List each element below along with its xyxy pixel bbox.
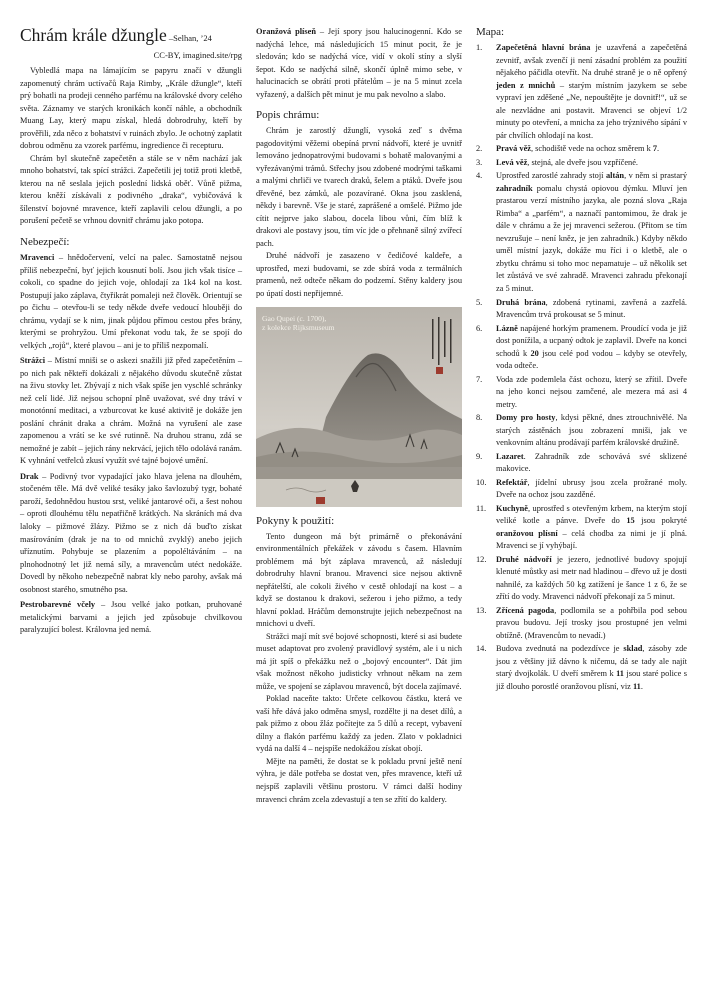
map-legend-run: , v něm si prastarý xyxy=(624,171,687,181)
map-legend-run: – starým místním jazykem se sebe vypraví jen zděšené „Ne, nepouštějte je dovnitř!“, už se ale nezvládne ani postavit. Mravenci se objeví 1/2 minuty po otevření, a mnicha za jeho trýznivého sípání v pár chvílích ohlodají na kost. xyxy=(496,80,687,140)
map-legend-run: Uprostřed zarostlé zahrady stojí xyxy=(496,171,606,181)
map-legend-text xyxy=(496,451,687,476)
danger-ants xyxy=(20,252,242,352)
map-legend-number: 1. xyxy=(476,43,483,53)
map-legend-text xyxy=(496,157,687,170)
instructions-paragraph: Tento dungeon má být primárně o překonávání environmentálních překážek v závodu s časem. Hlavním problémem má být záplava mravenců, až následují dobrodruhy hlavní branou. Mravenci sice nejsou aktivně nepřátelští, ale cokoli živého v cestě ohlodají na kost – a když se dostanou k drakovi, sežerou i jeho pižmo, a tedy hlavní poklad. Hráčům demonstrujte jejich nebezpečnost na mnichovi u dveří. xyxy=(256,531,462,629)
instructions-paragraph: Mějte na paměti, že dostat se k pokladu první ještě není výhra, je dále potřeba se dostat ven, přes mravence, kteří už nejspíš zaplavili většinu prostoru. V rámci další hodiny mravenci chrám zcela zdevastují a ten se zřítí do kaldery. xyxy=(256,756,462,804)
danger-text: – Jsou velké jako potkan, pruhované metalickými barvami a jejich jed způsobuje chvilkovou paralyzující bolest. Královna jed nemá. xyxy=(20,600,242,635)
map-location-name: 11 xyxy=(616,669,624,679)
map-legend-run: . xyxy=(657,144,660,154)
map-location-name: Lázně xyxy=(496,323,518,333)
map-legend-run: jsou staré police s již dlouho porostlé oranžovou plísní, viz xyxy=(496,669,687,691)
map-legend-run: , schodiště vede na ochoz směrem k xyxy=(530,144,653,154)
instructions-paragraph: Poklad naceňte takto: Určete celkovou částku, která ve vaší hře dává jako odměna smysl, rozdělte ji na deset dílů, a pak pižmo z obou žláz počítejte za 5 dílů a recept, vybavení dílny a flakón parfému každý za jeden. Zlato v pokladnici vydá na další 4 – nejspíše nedokážou získat obojí. xyxy=(256,694,462,754)
map-legend-run: , stejná, ale dveře jsou vzpříčené. xyxy=(527,157,639,167)
map-location-name: sklad xyxy=(623,644,643,654)
map-legend-text xyxy=(496,554,687,604)
map-location-name: Refektář xyxy=(496,477,528,487)
map-legend-run: , uprostřed s otevřeným krbem, na kterým stojí veliké kotle a pánve. Dveře do xyxy=(496,503,687,526)
map-legend-item xyxy=(476,477,687,502)
instructions-paragraph: Strážci mají mít své bojové schopnosti, které si asi budete muset adaptovat pro zvolený pravidlový systém, ale i u nich má jít spíš o překážku než o „bojový encounter“. Dát jim však možnost někoho judisticky vrhnout někam na zem může, ve spojení se záplavou mravenců, být docela zajímavé. xyxy=(256,631,462,691)
map-legend-item xyxy=(476,170,687,295)
map-legend-item xyxy=(476,605,687,643)
map-location-name: zahradník xyxy=(496,183,533,193)
map-location-name: Kuchyně xyxy=(496,503,528,513)
map-legend-run: , zdobená rytinami, zavřená a zazřelá. Mravencům trvá prokousat se 5 minut. xyxy=(496,297,687,320)
credit-line: CC-BY, imagined.site/rpg xyxy=(153,49,242,60)
map-legend-item xyxy=(476,451,687,476)
map-legend-item xyxy=(476,374,687,412)
map-legend-item xyxy=(476,42,687,142)
title-block xyxy=(20,26,242,61)
map-legend-text xyxy=(496,374,687,412)
temple-paragraph: Chrám je zarostlý džunglí, vysoká zeď s dvěma pagodovitými věžemi obepíná první nádvoří, které je uvnitř lemováno jednopatrovými budovami s bohatě malovanými a vyřezávanými trámů. Střechy jsou zdobené modrými taškami a malými chrliči ve tvarech draků, šelem a ptáků. Dveře jsou dřevěné, bez zámků, ale pozavírané. Okna jsou zasklená, někdy i barevně. Vše je staré, zaprášené a omšelé. Pižmo jde cítit nejprve jako slabou, docela libou vůni, čím blíž k drakovi ale postavy jsou, tím víc jde o přehnaně silný zvířecí pach. xyxy=(256,126,462,248)
map-legend-run: Budova zvednutá na podezdívce je xyxy=(496,644,624,654)
map-legend-list xyxy=(476,42,687,693)
map-legend-item xyxy=(476,297,687,322)
map-legend-item xyxy=(476,157,687,170)
danger-text: – Místní mniši se o askezi snažili již před zapečetěním – po nich pak někteří dokázali z nějakého důvodu skutečně zůstat na živu stovky let. Zbývají z nich však spíše jen vyschlé schránky než celí lidé. Již nejsou schopní plně uvažovat, své dny tráví v monotónní meditaci, a vzburcovat ke kusé aktivitě je dokáže jen poslání chránit draka a chrám. Možná na vyrušení ale zase zapomenou a vrátí se ke své rutinně. Na druhou stranu, zdá se nemožné je zabít – jejich rány nekrvácí, jejich tělo odolává ranám. K vyhnání vetřelců zkusí využít své tajné bojové umění. xyxy=(20,356,242,466)
danger-guardians xyxy=(20,355,242,468)
landscape-painting xyxy=(256,307,462,507)
author-line: –Selhan, ’24 xyxy=(166,33,212,43)
map-legend-run: Voda zde podemlela část ochozu, který se zřítil. Dveře na jeho konci nejsou zamčené, ale mezera má asi 4 metry. xyxy=(496,374,687,409)
map-legend-item xyxy=(476,554,687,604)
danger-bees xyxy=(20,599,242,637)
danger-dragon xyxy=(20,471,242,596)
danger-name: Drak xyxy=(20,471,39,481)
map-location-name: Lazaret xyxy=(496,451,524,461)
map-legend-run: , kdysi pěkné, dnes ztrouchnivělé. Na starých zástěnách jsou zobrazení mniši, jak ve venkovním altánu prodávají parfém královské družině. xyxy=(496,413,688,448)
instructions-heading: Pokyny k použití: xyxy=(256,514,335,527)
map-legend-text xyxy=(496,605,687,643)
dangers-heading: Nebezpečí: xyxy=(20,235,70,248)
map-legend-number: 3. xyxy=(476,157,483,167)
intro-paragraph: Vybledlá mapa na lámajícím se papyru značí v džungli zapomenutý chrám uctívačů Raja Rimby, „Krále džungle“, kteří prý bohatli na prodeji cenného parfému na královské dvory celého světa. Záznamy ve starých kronikách končí náhle, a obchodník Muang Lay, který mapu získal, hledá dobrodruhy, kteří by prověřili, zda něco z bohatství v ruinách zbylo. Je ochotný zaplatit dobrou odměnu za vzorek parfému, ingredience či recepturu. xyxy=(20,66,242,151)
map-legend-run: pomalu chystá opiovou dýmku. Mluví jen prastarou verzí místního jazyka, ale pozná slova „Raja Rimba“ a „parfém“, a naznačí pantomimou, že drak je dále v chrámu a že jej mravenci sežerou. (Přitom se tím nevzrušuje – není kněz, je jen zahradník.) Kdyby někdo uměl místní jazyk, dokáže mu říci i o kletbě, ale o zbytku chrámu si toho moc nepamatuje – už několik set let zůstává ve své zahradě. Mravenci zahradu překonají za 5 minut. xyxy=(496,183,687,293)
map-legend-run: – celá chodba za nimi je jí plná. Mravenci se jí vyhýbají. xyxy=(496,528,687,551)
map-legend-number: 5. xyxy=(476,297,483,307)
map-legend-run: je uzavřená a zapečetěná zevnitř, avšak zvenčí ji není zásadní problém za použití nějakého páčidla otevřít. Na druhé straně je o ně opřený xyxy=(496,43,688,78)
map-legend-text xyxy=(496,143,687,156)
map-legend-text xyxy=(496,643,687,693)
map-legend-number: 13. xyxy=(476,605,487,615)
map-location-name: 15 xyxy=(626,516,635,526)
map-legend-run: je jezero, jednotlivé budovy spojují klenuté můstky asi metr nad hladinou – dřevo už je dosti nahnilé, za každých 50 kg zatížení je šance 1 z 6, že se zřítí do vody. Mravenci nádvoří překonají za 5 minut. xyxy=(496,554,688,602)
map-legend-text xyxy=(496,170,687,295)
danger-mold xyxy=(256,26,462,101)
map-legend-run: . xyxy=(640,681,643,691)
map-legend-run: , zásoby zde jsou z většiny již dávno k ničemu, dá se tady ale najít starý dvojkolák. U dveří směrem k xyxy=(496,644,688,679)
map-location-name: Druhé nádvoří xyxy=(496,554,552,564)
map-legend-number: 10. xyxy=(476,477,487,487)
map-location-name: Zapečetěná hlavní brána xyxy=(496,43,591,53)
map-location-name: 7 xyxy=(652,144,658,154)
map-legend-item xyxy=(476,323,687,373)
map-legend-number: 14. xyxy=(476,644,487,654)
map-location-name: 11 xyxy=(632,681,641,691)
column-middle xyxy=(256,26,462,1000)
map-location-name: Zřícená pagoda xyxy=(496,605,555,615)
image-caption xyxy=(262,314,335,334)
map-location-name: Druhá brána xyxy=(496,297,546,307)
map-location-name: oranžovou plísní xyxy=(496,528,558,538)
map-legend-item xyxy=(476,643,687,693)
temple-paragraph: Druhé nádvoří je zasazeno v čedičové kaldeře, a uprostřed, mezi budovami, se zde sbírá voda z termálních pramenů, než odteče někam do podzemí. Stěny kaldery jsou po úpatí dosti nepřijemné. xyxy=(256,251,462,298)
map-legend-item xyxy=(476,503,687,553)
map-legend-text xyxy=(496,503,687,553)
temple-heading: Popis chrámu: xyxy=(256,109,320,122)
map-legend-number: 9. xyxy=(476,451,483,461)
map-legend-text xyxy=(496,42,687,142)
map-legend-run: jsou celé pod vodou – kdyby se otevřely, voda odteče. xyxy=(496,348,687,371)
map-location-name: Levá věž xyxy=(496,157,528,167)
map-legend-number: 12. xyxy=(476,554,487,564)
map-legend-text xyxy=(496,477,687,502)
map-location-name: altán xyxy=(605,171,625,181)
caption-artist: Gao Qupei (c. 1700), xyxy=(262,313,327,323)
danger-name: Pestrobarevné včely xyxy=(20,600,96,610)
danger-text: – Podivný tvor vypadající jako hlava jelena na dlouhém, stočeném těle. Má dvě veliké tesáky jako šavlozubý tygr, bohaté paroží, šedohnědou hustou srst, veliké jantarové oči, a šest nohou – oproti dlouhému tělu nepatřičně krátkých. Na skráních má dva laloky – pižmové žlázy. Pižmo se z nich dá buďto získat masírováním (drak je na to od mnichů zvyklý) anebo jejich uříznutím. Pohybuje se plazením a popoléltáváním – na plnohodnotný let již nemá síly, a mravencům utéct nedokáže. Dovedl by někoho nebezpečně nabrat kly nebo parohy, avšak má osobnost starého, smutného psa. xyxy=(20,471,242,594)
map-legend-run: , podlomila se a pohřbila pod sebou pravou budovu. Její trosky jsou prostupné jen velmi obtížně. (Mravencům to nevadí.) xyxy=(496,605,687,640)
page-title: Chrám krále džungle xyxy=(20,25,167,45)
map-legend-run: . Zahradník zde schovává své sklizené makovice. xyxy=(496,451,687,474)
caption-source: z kolekce Rijksmuseum xyxy=(262,323,335,333)
map-legend-number: 8. xyxy=(476,413,483,423)
column-right xyxy=(476,26,687,1000)
map-location-name: Domy pro hosty xyxy=(496,413,556,423)
column-left xyxy=(20,26,242,1000)
map-location-name: jeden z mnichů xyxy=(496,80,556,90)
map-legend-number: 2. xyxy=(476,144,483,154)
map-legend-item xyxy=(476,412,687,450)
danger-name: Strážci xyxy=(20,356,46,366)
map-location-name: Pravá věž xyxy=(496,144,531,154)
intro-paragraph: Chrám byl skutečně zapečetěn a stále se v něm nachází jak mnoho bohatství, tak spící strážci. Zapečetili jej totiž proti kletbě, kterou na ně seslala jejich poslední lidská oběť. Vůně pižma, kterou kněží získávali z podivného „draka“, vybičovává k šílenství bojovné mravence, kteří zaplavili celou džungli, a po porušení pečetě se vrhnou dovnitř chrámu jako potopa. xyxy=(20,153,242,226)
map-legend-number: 6. xyxy=(476,323,483,333)
map-legend-number: 11. xyxy=(476,503,487,513)
map-legend-text xyxy=(496,323,687,373)
map-legend-run: napájené horkým pramenem. Proudící voda je již dost ponížila, a ucpaný odtok je zaplavil. Dveře na konci schodů k xyxy=(496,323,687,358)
map-legend-text xyxy=(496,297,687,322)
danger-text: – hnědočervení, velcí na palec. Samostatně nejsou příliš nebezpeční, byť jejich kousnutí bolí. Jsou jich však tisíce – cokoli, co spadne do jejich voje, ohlodají za 1k4 kol na kost. Postupují jako záplava, čtyřikrát pomaleji než člověk. Orientují se po čichu – otevřou-li se tedy někde dveře vedoucí hlouběji do chrámu, vydají se k nim, jinak půjdou přímou cestou přes brány, kterými se prohryžou. Umí překonat vodu tak, že se spojí do velkých „rojů“, které plavou – ani je to příliš nezpomalí. xyxy=(20,253,242,350)
map-legend-text xyxy=(496,412,687,450)
map-heading: Mapa: xyxy=(476,26,505,38)
map-legend-run: , jídelní ubrusy jsou zcela prožrané moly. Dveře na ochoz jsou zazděné. xyxy=(496,477,687,500)
map-legend-item xyxy=(476,143,687,156)
map-legend-number: 7. xyxy=(476,374,483,384)
map-location-name: 20 xyxy=(530,348,539,358)
map-legend-run: jsou pokryté xyxy=(634,516,687,526)
mountain-painting-image xyxy=(256,307,462,507)
danger-name: Oranžová plíseň xyxy=(256,27,316,36)
map-legend-number: 4. xyxy=(476,171,483,181)
danger-text: – Její spory jsou halucinogenní. Kdo se nadýchá lehce, má následujících 15 minut pocit, že je sledován; kdo se nadýchá více, vidí v okolí stíny a slyší šepot. Kdo se nadýchá silně, skončí úplně mimo sebe, v halucinacích se obrátí proti přátelům – je na 5 minut zcela vyřazený, a dalších pět minut je mu pak nevolno a slabo. xyxy=(256,27,463,99)
danger-name: Mravenci xyxy=(20,253,55,263)
